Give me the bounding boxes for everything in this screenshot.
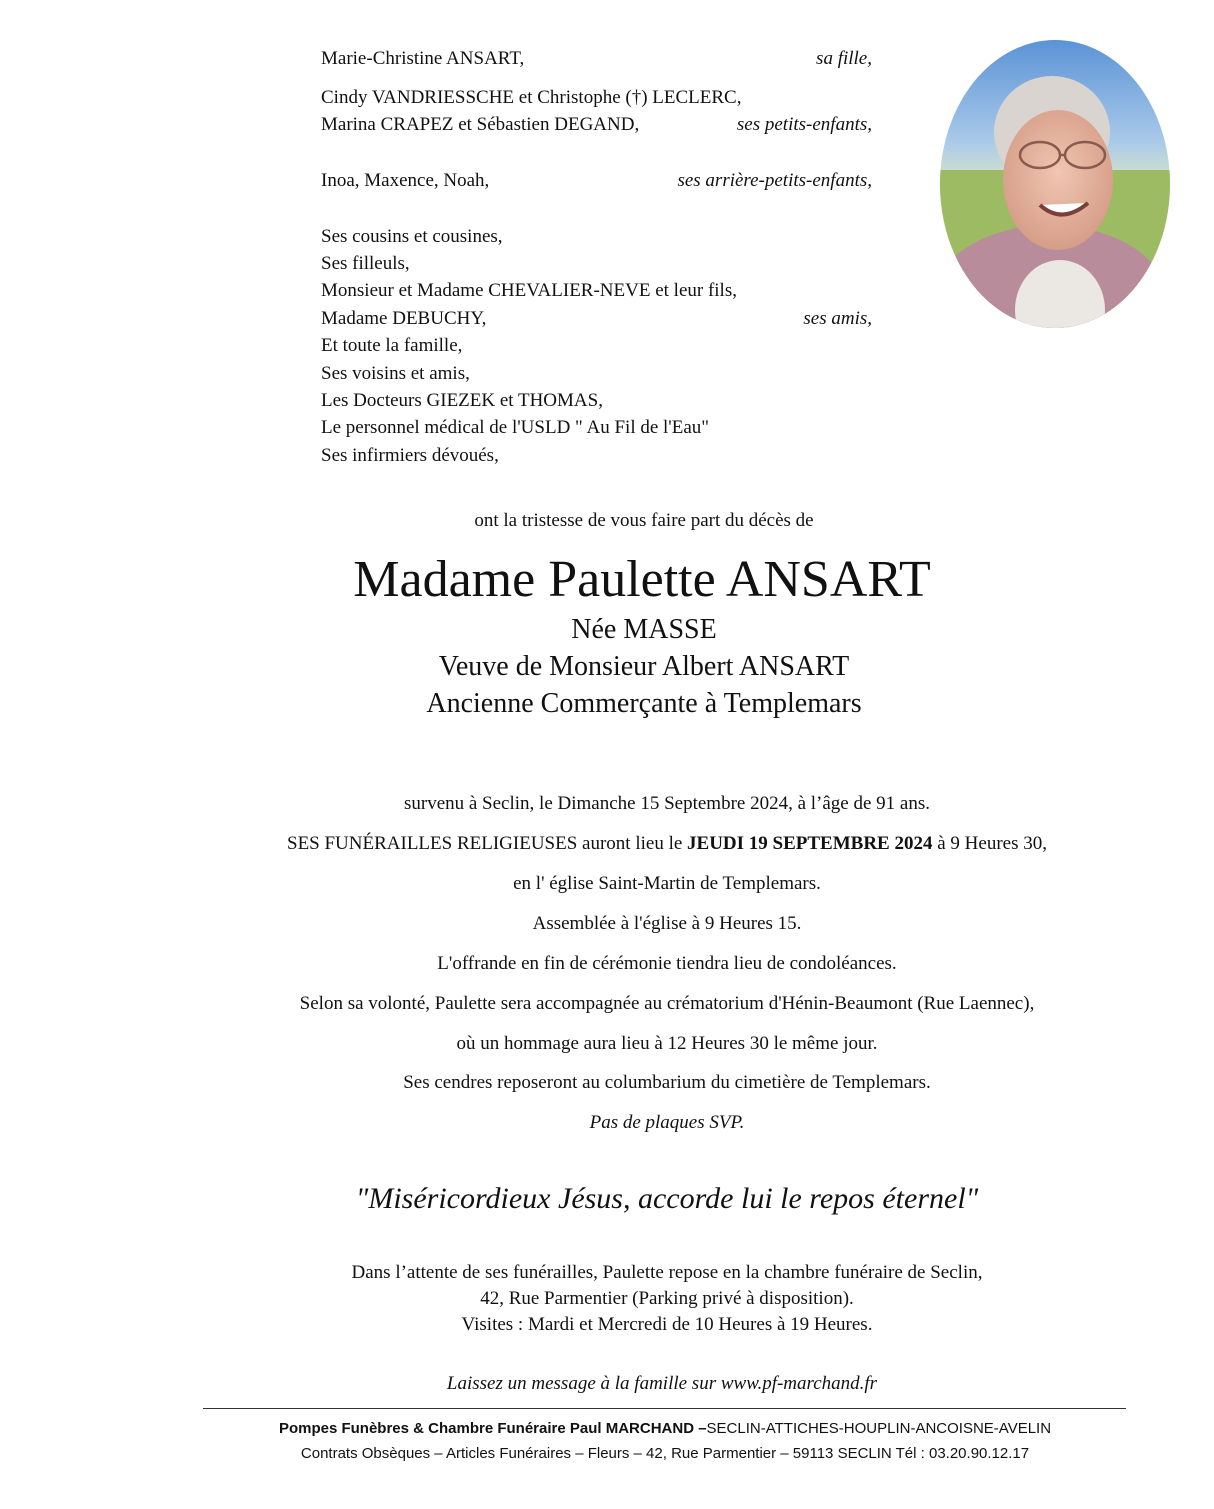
tribute-line: où un hommage aura lieu à 12 Heures 30 le même jour.	[456, 1033, 878, 1054]
widow-line: Veuve de Monsieur Albert ANSART	[438, 651, 850, 682]
ashes-line: Ses cendres reposeront au columbarium du cimetière de Templemars.	[403, 1072, 931, 1093]
footer-divider	[203, 1408, 1126, 1409]
occupation-line: Ancienne Commerçante à Templemars	[426, 688, 862, 719]
great-grandchildren: Inoa, Maxence, Noah,	[321, 170, 490, 191]
announcement-line: ont la tristesse de vous faire part du décès de	[474, 510, 814, 531]
visitation-line-1: Dans l’attente de ses funérailles, Paulette repose en la chambre funéraire de Seclin,	[351, 1262, 983, 1283]
medical-staff-line: Le personnel médical de l'USLD " Au Fil de l'Eau"	[321, 417, 710, 438]
assembly-line: Assemblée à l'église à 9 Heures 15.	[532, 913, 802, 934]
friends-relation: ses amis,	[803, 308, 872, 329]
cousins-line: Ses cousins et cousines,	[321, 226, 503, 247]
grandchild-line-2: Marina CRAPEZ et Sébastien DEGAND,	[321, 114, 640, 135]
doctors-line: Les Docteurs GIEZEK et THOMAS,	[321, 390, 603, 411]
maiden-name: Née MASSE	[571, 614, 717, 645]
prayer-line: "Miséricordieux Jésus, accorde lui le repos éternel"	[355, 1182, 979, 1215]
great-grandchildren-relation: ses arrière-petits-enfants,	[677, 170, 872, 191]
funeral-pre: SES FUNÉRAILLES RELIGIEUSES auront lieu le	[287, 833, 688, 854]
daughter-name: Marie-Christine ANSART,	[321, 48, 525, 69]
funeral-date: JEUDI 19 SEPTEMBRE 2024	[687, 833, 933, 854]
offering-line: L'offrande en fin de cérémonie tiendra lieu de condoléances.	[437, 953, 897, 974]
church-line: en l' église Saint-Martin de Templemars.	[513, 873, 821, 894]
footer-services: Contrats Obsèques – Articles Funéraires – Fleurs – 42, Rue Parmentier – 59113 SECLIN Tél : 03.20.90.12.17	[300, 1445, 1030, 1462]
godchildren-line: Ses filleuls,	[321, 253, 410, 274]
friend-line-1: Monsieur et Madame CHEVALIER-NEVE et leur fils,	[321, 280, 737, 301]
grandchildren-relation: ses petits-enfants,	[736, 114, 872, 135]
crematorium-line: Selon sa volonté, Paulette sera accompagnée au crématorium d'Hénin-Beaumont (Rue Laennec),	[299, 993, 1035, 1014]
death-line: survenu à Seclin, le Dimanche 15 Septembre 2024, à l’âge de 91 ans.	[403, 793, 931, 814]
neighbours-line: Ses voisins et amis,	[321, 363, 470, 384]
message-line: Laissez un message à la famille sur www.pf-marchand.fr	[446, 1373, 878, 1394]
nurses-line: Ses infirmiers dévoués,	[321, 445, 499, 466]
funeral-post: à 9 Heures 30,	[932, 833, 1047, 854]
whole-family-line: Et toute la famille,	[321, 335, 463, 356]
friend-line-2: Madame DEBUCHY,	[321, 308, 487, 329]
footer-company-line	[0, 1418, 1214, 1440]
deceased-name: Madame Paulette ANSART	[353, 551, 931, 608]
no-plaques-line: Pas de plaques SVP.	[589, 1112, 745, 1133]
visitation-line-3: Visites : Mardi et Mercredi de 10 Heures à 19 Heures.	[461, 1314, 873, 1335]
funeral-line	[60, 831, 1214, 857]
portrait-photo	[940, 40, 1170, 328]
grandchild-line-1: Cindy VANDRIESSCHE et Christophe (†) LECLERC,	[321, 87, 742, 108]
footer-company: Pompes Funèbres & Chambre Funéraire Paul MARCHAND –	[278, 1420, 707, 1437]
daughter-relation: sa fille,	[816, 48, 872, 69]
footer-towns: SECLIN-ATTICHES-HOUPLIN-ANCOISNE-AVELIN	[706, 1420, 1052, 1437]
visitation-line-2: 42, Rue Parmentier (Parking privé à disposition).	[480, 1288, 854, 1309]
